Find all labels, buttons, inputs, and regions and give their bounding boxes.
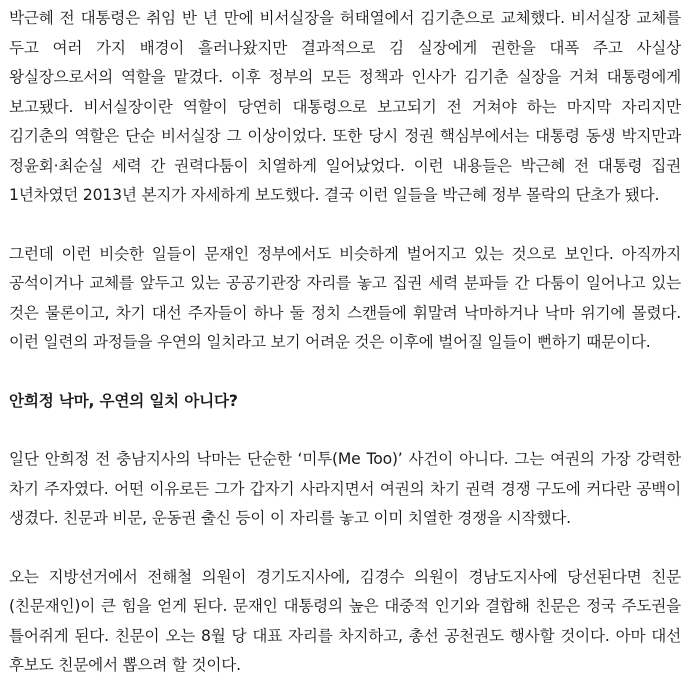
article-body: [9, 4, 681, 681]
article-paragraph: 오는 지방선거에서 전해철 의원이 경기도지사에, 김경수 의원이 경남도지사에 당선된다면 친문(친문재인)이 큰 힘을 얻게 된다. 문재인 대통령의 높은 대중적 인기와 결합해 친문은 정국 주도권을 틀어쥐게 된다. 친문이 오는 8월 당 대표 자리를 차지하고, 총선 공천권도 행사할 것이다. 아마 대선 후보도 친문에서 뽑으려 할 것이다.: [9, 567, 681, 674]
section-heading: 안희정 낙마, 우연의 일치 아니다?: [9, 391, 238, 410]
article-paragraph: 박근혜 전 대통령은 취임 반 년 만에 비서실장을 허태열에서 김기춘으로 교체했다. 비서실장 교체를 두고 여러 가지 배경이 흘러나왔지만 결과적으로 김 실장에게 권한을 대폭 주고 사실상 왕실장으로서의 역할을 맡겼다. 이후 정부의 모든 정책과 인사가 김기춘 실장을 거쳐 대통령에게 보고됐다. 비서실장이란 역할이 당연히 대통령으로 보고되기 전 거쳐야 하는 마지막 자리지만 김기춘의 역할은 단순 비서실장 그 이상이었다. 또한 당시 정권 핵심부에서는 대통령 동생 박지만과 정윤회·최순실 세력 간 권력다툼이 치열하게 일어났었다. 이런 내용들은 박근혜 전 대통령 집권 1년차였던 2013년 본지가 자세하게 보도했다. 결국 이런 일들을 박근혜 정부 몰락의 단초가 됐다.: [9, 9, 681, 204]
article-paragraph: 그런데 이런 비슷한 일들이 문재인 정부에서도 비슷하게 벌어지고 있는 것으로 보인다. 아직까지 공석이거나 교체를 앞두고 있는 공공기관장 자리를 놓고 집권 세력 분파들 간 다툼이 일어나고 있는 것은 물론이고, 차기 대선 주자들이 하나 둘 정치 스캔들에 휘말려 낙마하거나 낙마 위기에 몰렸다. 이런 일련의 과정들을 우연의 일치라고 보기 어려운 것은 이후에 벌어질 일들이 뻔하기 때문이다.: [9, 244, 681, 351]
article-paragraph: 일단 안희정 전 충남지사의 낙마는 단순한 ‘미투(Me Too)’ 사건이 아니다. 그는 여권의 가장 강력한 차기 주자였다. 어떤 이유로든 그가 갑자기 사라지면서 여권의 차기 권력 경쟁 구도에 커다란 공백이 생겼다. 친문과 비문, 운동권 출신 등이 이 자리를 놓고 이미 치열한 경쟁을 시작했다.: [9, 450, 681, 527]
